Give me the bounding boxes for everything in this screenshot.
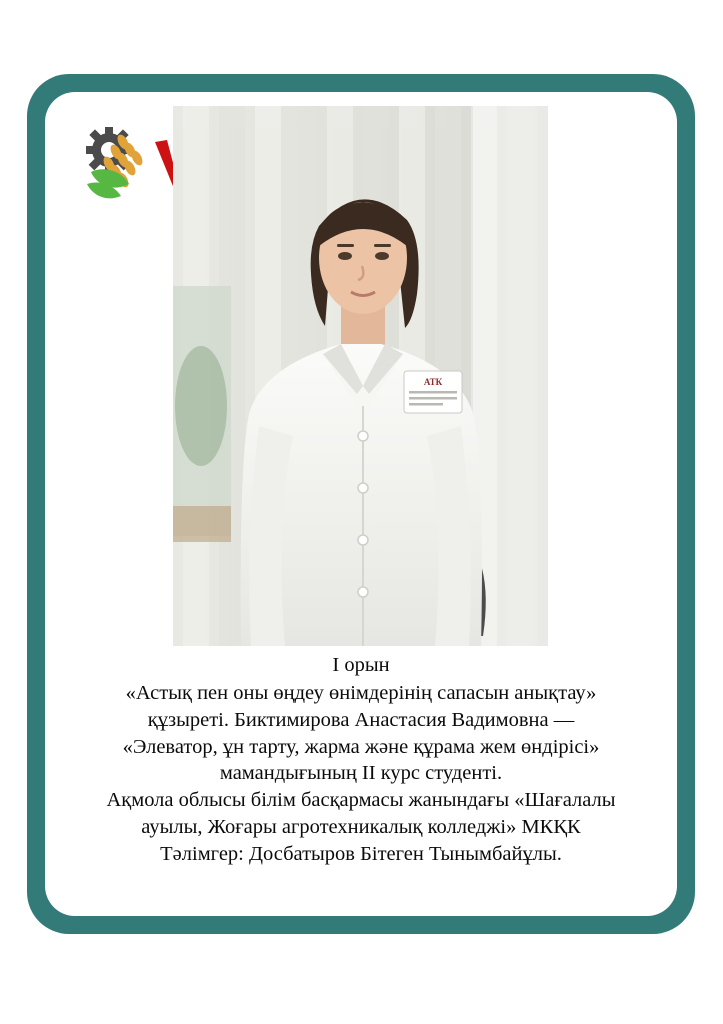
caption-line-6: Ақмола облысы білім басқармасы жанындағы «Шағалалы — [106, 789, 616, 812]
card-frame — [27, 74, 695, 934]
svg-text:АТК: АТК — [423, 377, 443, 387]
caption-text — [65, 652, 657, 868]
card-inner — [45, 92, 677, 916]
caption-line-4: «Элеватор, ұн тарту, жарма және құрама жем өндірісі» — [122, 735, 600, 758]
student-photo — [173, 106, 548, 646]
photo-image — [173, 106, 548, 646]
caption-line-5: мамандығының II курс студенті. — [219, 762, 503, 785]
caption-line-2: «Астық пен оны өңдеу өнімдерінің сапасын анықтау» — [125, 681, 597, 704]
name-badge — [404, 371, 462, 413]
caption-line-3: құзыреті. Биктимирова Анастасия Вадимовна — — [147, 708, 575, 731]
caption-line-7: ауылы, Жоғары агротехникалық колледжі» МКҚК — [141, 816, 581, 839]
caption-line-8: Тәлімгер: Досбатыров Бітеген Тынымбайұлы. — [160, 842, 562, 865]
caption-line-1: I орын — [332, 654, 390, 676]
